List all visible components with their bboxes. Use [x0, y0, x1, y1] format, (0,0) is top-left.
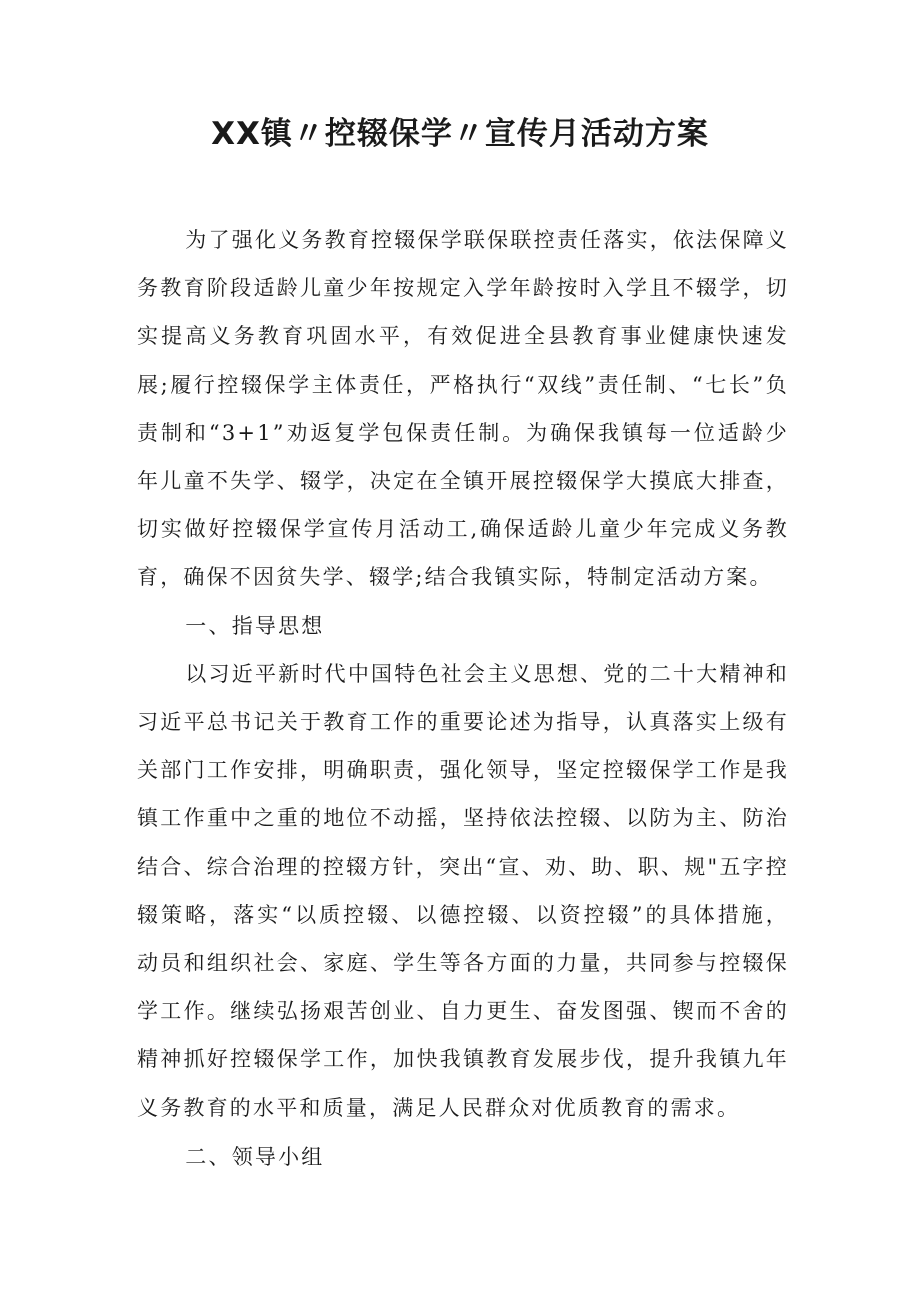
section-heading-guiding-ideology: 一、指导思想: [185, 613, 325, 638]
intro-paragraph: 为了强化义务教育控辍保学联保联控责任落实，依法保障义务教育阶段适龄儿童少年按规定入学年龄按时入学且不辍学，切实提高义务教育巩固水平，有效促进全县教育事业健康快速发展;履行控辍保学主体责任，严格执行“双线”责任制、“七长”负责制和“3+1”劝返复学包保责任制。为确保我镇每一位适龄少年儿童不失学、辍学，决定在全镇开展控辍保学大摸底大排查，切实做好控辍保学宣传月活动工,确保适龄儿童少年完成义务教育，确保不因贫失学、辍学;结合我镇实际，特制定活动方案。: [137, 228, 789, 590]
section-heading-leadership-group: 二、领导小组: [185, 1144, 325, 1169]
document-body: [137, 216, 789, 1181]
guiding-ideology-paragraph: 以习近平新时代中国特色社会主义思想、党的二十大精神和习近平总书记关于教育工作的重要论述为指导，认真落实上级有关部门工作安排，明确职责，强化领导，坚定控辍保学工作是我镇工作重中之重的地位不动摇，坚持依法控辍、以防为主、防治结合、综合治理的控辍方针，突出“宣、劝、助、职、规"五字控辍策略，落实“以质控辍、以德控辍、以资控辍”的具体措施，动员和组织社会、家庭、学生等各方面的力量，共同参与控辍保学工作。继续弘扬艰苦创业、自力更生、奋发图强、锲而不舍的精神抓好控辍保学工作，加快我镇教育发展步伐，提升我镇九年义务教育的水平和质量，满足人民群众对优质教育的需求。: [137, 661, 789, 1120]
document-title: XX镇〃控辍保学〃宣传月活动方案: [211, 116, 709, 152]
